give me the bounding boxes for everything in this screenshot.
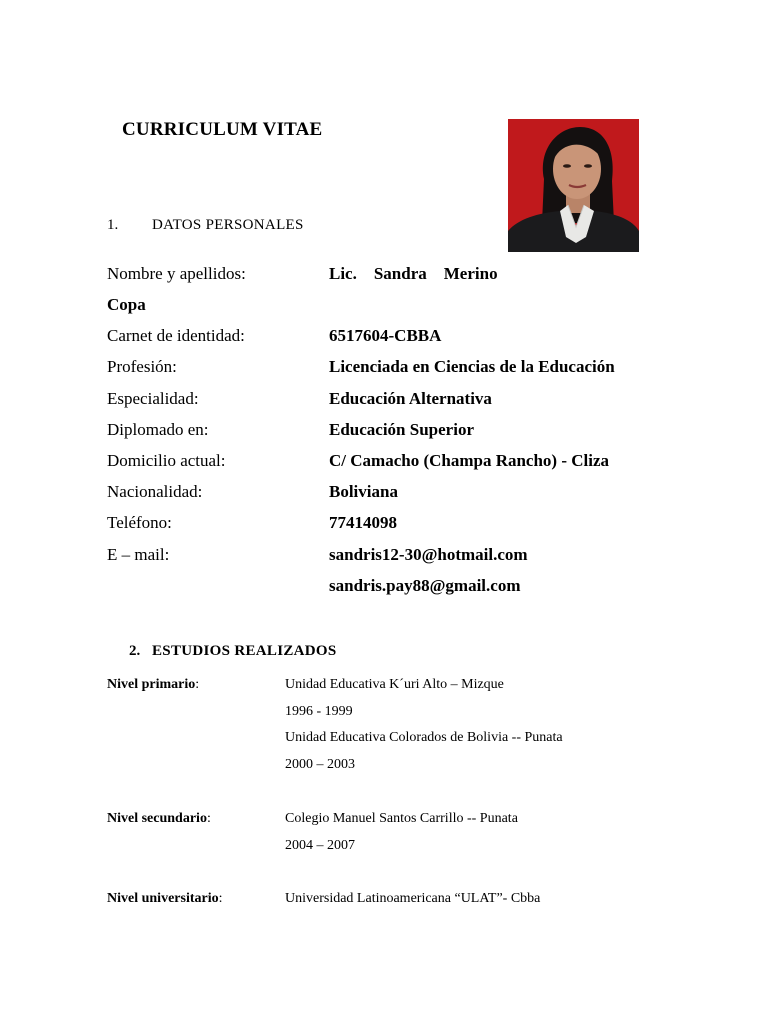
name-value-continued: Copa	[107, 295, 146, 314]
primary-line-3: Unidad Educativa Colorados de Bolivia -- Punata	[285, 730, 563, 745]
primary-line-1: Unidad Educativa K´uri Alto – Mizque	[285, 677, 504, 692]
portrait-image	[508, 119, 639, 252]
phone-value: 77414098	[329, 513, 397, 532]
section-2-title: ESTUDIOS REALIZADOS	[152, 643, 337, 659]
primary-line-4: 2000 – 2003	[285, 757, 355, 772]
phone-label: Teléfono:	[107, 513, 172, 532]
secondary-label-text: Nivel secundario	[107, 811, 207, 826]
university-label	[107, 891, 223, 907]
specialty-value: Educación Alternativa	[329, 389, 492, 408]
diploma-value: Educación Superior	[329, 420, 474, 439]
university-line-1: Universidad Latinoamericana “ULAT”- Cbba	[285, 891, 541, 906]
address-label: Domicilio actual:	[107, 451, 226, 470]
secondary-line-1: Colegio Manuel Santos Carrillo -- Punata	[285, 811, 518, 826]
specialty-label: Especialidad:	[107, 389, 199, 408]
diploma-label: Diplomado en:	[107, 420, 209, 439]
secondary-label	[107, 811, 211, 827]
document-title: CURRICULUM VITAE	[122, 119, 323, 140]
university-label-text: Nivel universitario	[107, 891, 219, 906]
profile-photo	[508, 119, 639, 252]
profession-value: Licenciada en Ciencias de la Educación	[329, 357, 615, 376]
name-value: Lic. Sandra Merino	[329, 264, 498, 283]
section-2-number: 2.	[129, 643, 141, 659]
name-label: Nombre y apellidos:	[107, 264, 246, 283]
profession-label: Profesión:	[107, 357, 177, 376]
nationality-value: Boliviana	[329, 482, 398, 501]
primary-label-colon: :	[195, 677, 200, 692]
email-value-2: sandris.pay88@gmail.com	[329, 576, 521, 595]
email-label: E – mail:	[107, 545, 170, 564]
section-1-number: 1.	[107, 217, 119, 233]
nationality-label: Nacionalidad:	[107, 482, 203, 501]
university-label-colon: :	[218, 891, 223, 906]
address-value: C/ Camacho (Champa Rancho) - Cliza	[329, 451, 610, 470]
secondary-label-colon: :	[206, 811, 211, 826]
id-label: Carnet de identidad:	[107, 326, 245, 345]
email-value-1: sandris12-30@hotmail.com	[329, 545, 528, 564]
secondary-line-2: 2004 – 2007	[285, 838, 355, 853]
id-value: 6517604-CBBA	[329, 326, 442, 345]
primary-label-text: Nivel primario	[107, 677, 196, 692]
primary-line-2: 1996 - 1999	[285, 704, 353, 719]
primary-label	[107, 677, 199, 693]
section-1-title: DATOS PERSONALES	[152, 217, 304, 233]
